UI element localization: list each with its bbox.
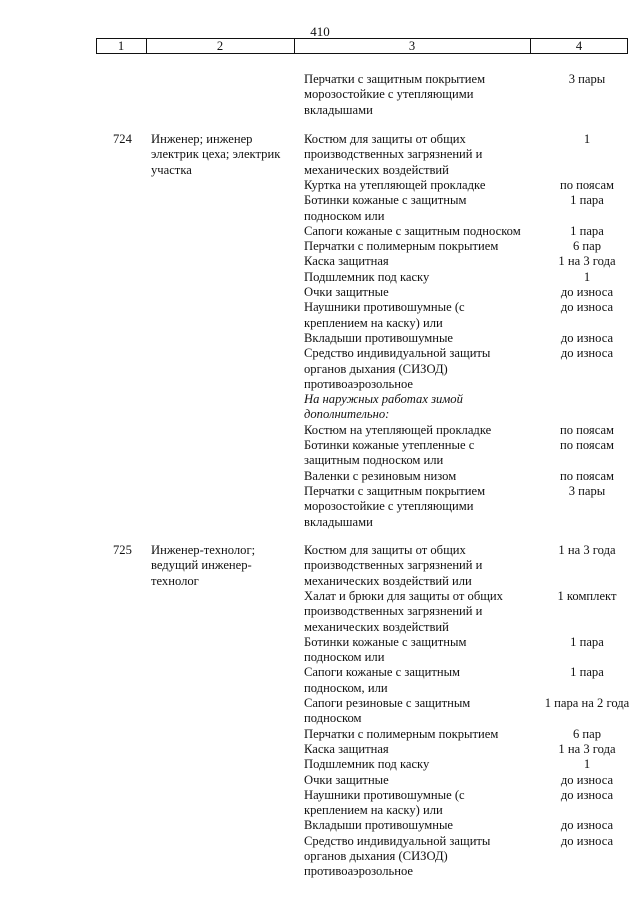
position-title-line: участка — [151, 162, 192, 177]
item-name-line: производственных загрязнений и — [304, 147, 483, 162]
item-quantity: 1 на 3 года — [558, 543, 616, 557]
item-name-line: вкладышами — [304, 102, 373, 117]
item-quantity: 3 пары — [568, 72, 606, 86]
item-name-line: защитным подноском или — [304, 453, 444, 468]
item-name-line: вкладышами — [304, 514, 373, 529]
item-name-line: морозостойкие с утепляющими — [304, 87, 474, 102]
header-divider — [627, 39, 628, 53]
position-title-line: электрик цеха; электрик — [151, 147, 281, 162]
item-name-line: подноском — [304, 711, 362, 726]
item-quantity: до износа — [560, 346, 614, 361]
item-name-line: механических воздействий — [304, 162, 449, 177]
item-name-line: механических воздействий — [304, 619, 449, 634]
item-name-line: дополнительно: — [304, 407, 390, 422]
item-quantity: до износа — [560, 330, 614, 345]
item-quantity: до износа — [560, 787, 614, 802]
item-name-line: механических воздействий или — [304, 573, 472, 588]
item-quantity: 1 пара на 2 года — [544, 696, 630, 710]
item-name-line: Ботинки кожаные с защитным — [304, 634, 467, 649]
item-name-line: Перчатки с защитным покрытием — [304, 483, 486, 498]
item-quantity: до износа — [560, 772, 614, 787]
item-name-line: Перчатки с полимерным покрытием — [304, 726, 499, 741]
item-name-line: Валенки с резиновым низом — [304, 468, 457, 483]
item-quantity: 1 пара — [570, 665, 604, 680]
item-quantity: 1 комплект — [557, 588, 617, 603]
position-title-line: технолог — [151, 573, 199, 588]
item-name-line: Каска защитная — [304, 741, 389, 756]
position-title-line: Инженер-технолог; — [151, 543, 256, 557]
item-name-line: Перчатки с защитным покрытием — [304, 72, 486, 86]
item-name-line: подноском или — [304, 208, 385, 223]
position-title-line: Инженер; инженер — [151, 132, 253, 146]
item-name-line: противоаэрозольное — [304, 864, 413, 879]
item-name-line: Сапоги кожаные с защитным — [304, 665, 461, 680]
table-header-row — [96, 38, 628, 54]
item-name-line: подноском или — [304, 650, 385, 665]
item-quantity: 1 — [583, 269, 591, 284]
item-name-line: Ботинки кожаные с защитным — [304, 193, 467, 208]
item-quantity: до износа — [560, 300, 614, 315]
item-name-line: морозостойкие с утепляющими — [304, 499, 474, 514]
item-quantity: 6 пар — [572, 726, 602, 741]
header-col-2: 2 — [216, 39, 224, 53]
item-name-line: Халат и брюки для защиты от общих — [304, 588, 503, 603]
row-number: 724 — [113, 132, 132, 146]
item-name-line: органов дыхания (СИЗОД) — [304, 361, 448, 376]
item-name-line: креплением на каску) или — [304, 315, 443, 330]
item-quantity: до износа — [560, 833, 614, 848]
item-name-line: Куртка на утепляющей прокладке — [304, 177, 486, 192]
item-quantity: до износа — [560, 285, 614, 299]
item-name-line: органов дыхания (СИЗОД) — [304, 849, 448, 863]
item-name-line: Вкладыши противошумные — [304, 330, 454, 345]
item-name-line: Очки защитные — [304, 285, 389, 299]
item-name-line: Сапоги резиновые с защитным — [304, 696, 471, 710]
item-name-line: Средство индивидуальной защиты — [304, 346, 491, 361]
item-name-line: На наружных работах зимой — [304, 392, 463, 407]
item-name-line: производственных загрязнений и — [304, 604, 483, 619]
item-name-line: подноском, или — [304, 680, 388, 695]
item-name-line: Подшлемник под каску — [304, 757, 430, 772]
item-name-line: Очки защитные — [304, 772, 389, 787]
item-name-line: Средство индивидуальной защиты — [304, 833, 491, 848]
item-name-line: Наушники противошумные (с — [304, 300, 465, 315]
item-name-line: Ботинки кожаные утепленные с — [304, 438, 475, 452]
item-quantity: 1 — [583, 132, 591, 146]
item-quantity: по поясам — [559, 422, 615, 437]
item-quantity: 1 пара — [570, 223, 604, 238]
item-name-line: производственных загрязнений и — [304, 558, 483, 573]
item-name-line: Костюм для защиты от общих — [304, 132, 466, 146]
item-name-line: Перчатки с полимерным покрытием — [304, 239, 499, 254]
header-col-4: 4 — [575, 39, 583, 53]
item-quantity: 6 пар — [572, 239, 602, 254]
page-number: 410 — [310, 24, 330, 39]
item-quantity: 1 пара — [570, 634, 604, 649]
item-quantity: 3 пары — [568, 483, 606, 498]
item-quantity: 1 пара — [570, 193, 604, 208]
position-title-line: ведущий инженер- — [151, 558, 252, 573]
item-name-line: креплением на каску) или — [304, 803, 443, 818]
header-col-1: 1 — [117, 39, 125, 53]
item-quantity: 1 на 3 года — [558, 741, 616, 756]
item-quantity: до износа — [560, 818, 614, 833]
item-quantity: по поясам — [559, 438, 615, 452]
item-name-line: Костюм на утепляющей прокладке — [304, 422, 492, 437]
item-name-line: Подшлемник под каску — [304, 269, 430, 284]
item-name-line: Костюм для защиты от общих — [304, 543, 466, 557]
item-name-line: Каска защитная — [304, 254, 389, 269]
item-quantity: по поясам — [559, 468, 615, 483]
item-name-line: Наушники противошумные (с — [304, 787, 465, 802]
row-number: 725 — [113, 543, 132, 557]
item-name-line: противоаэрозольное — [304, 376, 413, 391]
item-quantity: 1 — [583, 757, 591, 772]
item-quantity: 1 на 3 года — [558, 254, 616, 269]
item-quantity: по поясам — [559, 177, 615, 192]
header-col-3: 3 — [408, 39, 416, 53]
item-name-line: Вкладыши противошумные — [304, 818, 454, 833]
item-name-line: Сапоги кожаные с защитным подноском — [304, 223, 521, 238]
